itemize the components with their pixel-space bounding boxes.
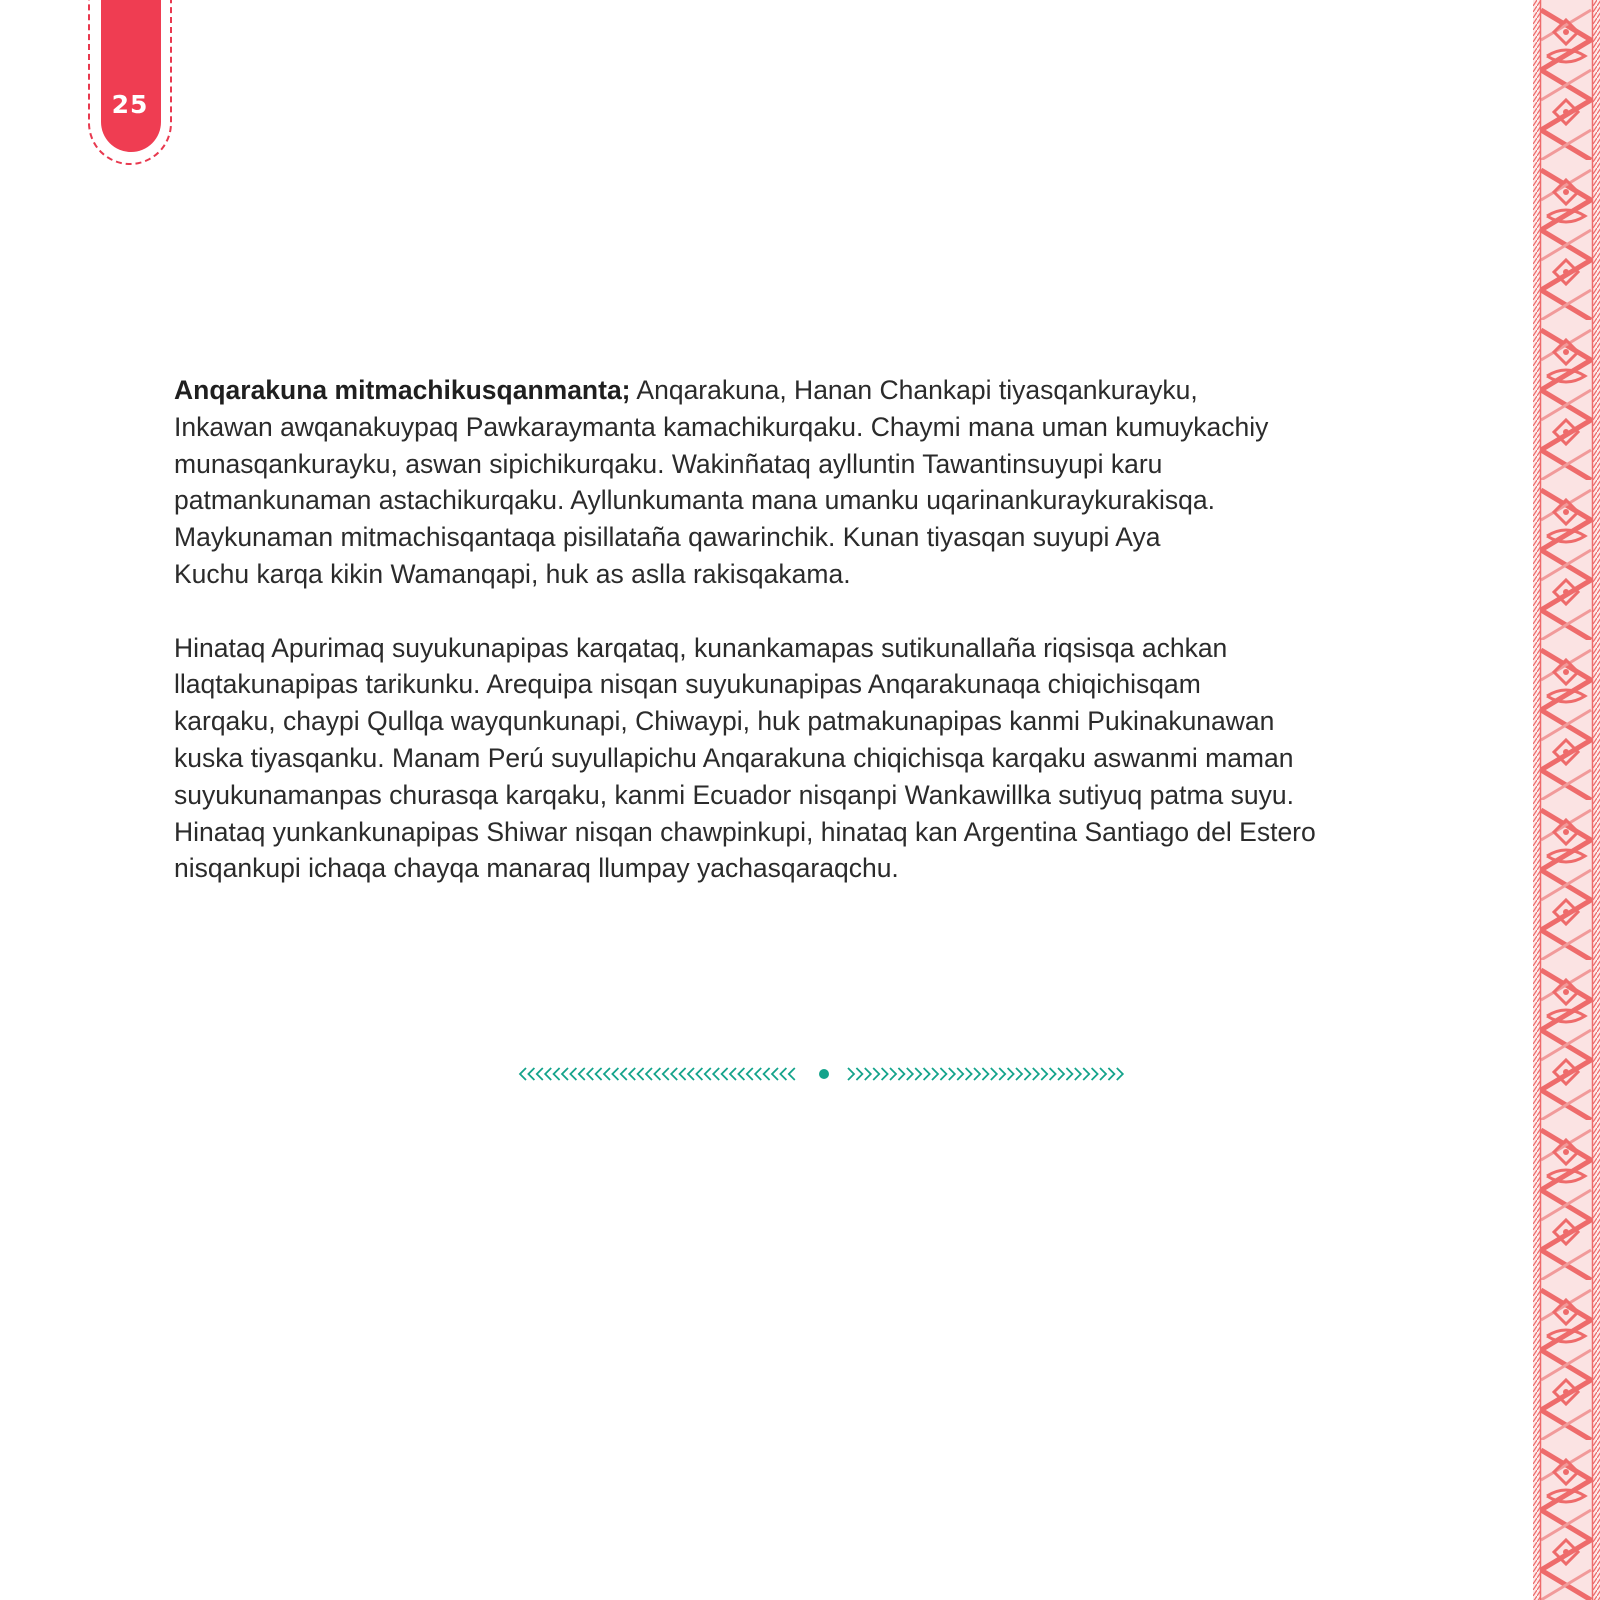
paragraph-2-line: Hinataq yunkankunapipas Shiwar nisqan chawpinkupi, hinataq kan Argentina Santiago del Estero [174, 816, 1316, 847]
paragraph-2-line: karqaku, chaypi Qullqa wayqunkunapi, Chiwaypi, huk patmakunapipas kanmi Pukinakunawan [174, 706, 1275, 737]
decorative-side-border [1533, 0, 1600, 1600]
paragraph-1-line: patmankunaman astachikurqaku. Ayllunkumanta mana umanku uqarinankuraykurakisqa. [174, 485, 1215, 516]
paragraph-2-line: llaqtakunapipas tarikunku. Arequipa nisqan suyukunapipas Anqarakunaqa chiqichisqam [174, 669, 1201, 700]
paragraph-1-line: munasqankurayku, aswan sipichikurqaku. Wakinñataq aylluntin Tawantinsuyupi karu [174, 448, 1163, 479]
page-number: 25 [111, 90, 149, 119]
right-chevrons-decoration [848, 1068, 1123, 1080]
paragraph-1-line: Kuchu karqa kikin Wamanqapi, huk as aslla rakisqakama. [174, 558, 851, 589]
page-number-tab [88, 0, 172, 165]
paragraph-1 [174, 372, 1474, 593]
paragraph-2 [174, 630, 1474, 888]
paragraph-2-line: suyukunamanpas churasqa karqaku, kanmi Ecuador nisqanpi Wankawillka sutiyuq patma suyu. [174, 779, 1294, 810]
paragraph-1-line: Inkawan awqanakuypaq Pawkaraymanta kamachikurqaku. Chaymi mana uman kumuykachiy [174, 411, 1269, 442]
divider-dot [819, 1069, 829, 1079]
body-text [174, 372, 1474, 924]
section-divider-ornament [518, 1062, 1130, 1086]
paragraph-2-line: Hinataq Apurimaq suyukunapipas karqataq, kunankamapas sutikunallaña riqsisqa achkan [174, 632, 1228, 663]
paragraph-1-line-1 [174, 372, 1474, 409]
page-number-tab-fill [101, 0, 161, 152]
left-chevrons-decoration [520, 1068, 795, 1080]
paragraph-1-lead: Anqarakuna mitmachikusqanmanta; [174, 375, 631, 405]
paragraph-2-line: kuska tiyasqanku. Manam Perú suyullapichu Anqarakuna chiqichisqa karqaku aswanmi maman [174, 742, 1294, 773]
paragraph-1-line: Maykunaman mitmachisqantaqa pisillataña qawarinchik. Kunan tiyasqan suyupi Aya [174, 522, 1161, 553]
paragraph-1-line-1-rest: Anqarakuna, Hanan Chankapi tiyasqankurayku, [630, 375, 1198, 405]
paragraph-2-line: nisqankupi ichaqa chayqa manaraq llumpay yachasqaraqchu. [174, 853, 899, 884]
